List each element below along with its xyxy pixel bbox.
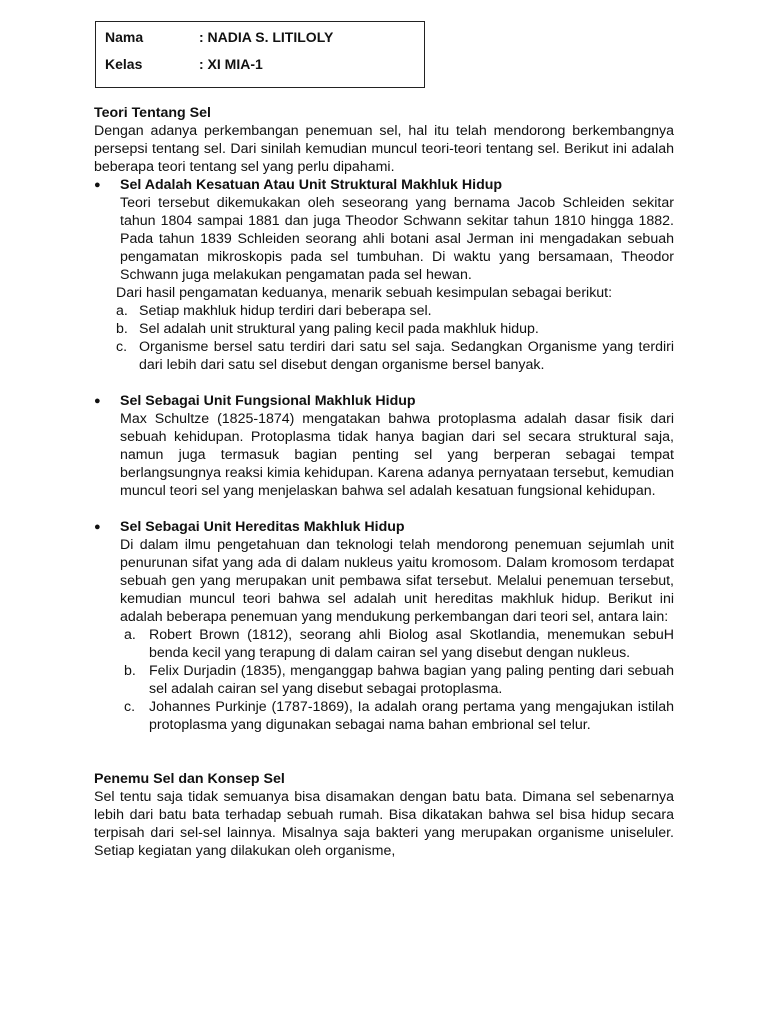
bullet-icon: ● <box>94 521 101 533</box>
section-intro-paragraph: Dengan adanya perkembangan penemuan sel, hal itu telah mendorong berkembangnya persepsi tentang sel. Dari sinilah kemudian muncul teori-teori tentang sel. Berikut ini adalah beberapa teori tentang sel yang perlu dipahami. <box>94 123 674 175</box>
list-item-text: Robert Brown (1812), seorang ahli Biolog asal Skotlandia, menemukan sebuH benda kecil yang terapung di dalam cairan sel yang disebut dengan nukleus. <box>149 627 674 661</box>
theory-heading: Sel Adalah Kesatuan Atau Unit Struktural Makhluk Hidup <box>120 177 503 193</box>
list-item <box>94 320 674 338</box>
class-value: : XI MIA-1 <box>199 56 263 72</box>
list-item-text: Sel adalah unit struktural yang paling kecil pada makhluk hidup. <box>139 321 539 337</box>
spacer <box>94 752 674 770</box>
list-item <box>94 626 674 662</box>
theory-item-hereditary <box>94 518 674 626</box>
bullet-icon: ● <box>94 179 101 191</box>
list-marker: b. <box>116 321 128 337</box>
list-item <box>94 662 674 698</box>
list-marker: c. <box>116 339 128 355</box>
list-marker: b. <box>124 663 136 679</box>
list-marker: a. <box>124 627 136 643</box>
student-identity-box <box>95 21 425 88</box>
theory-item-structural <box>94 176 674 284</box>
bullet-icon: ● <box>94 395 101 407</box>
theory-body: Max Schultze (1825-1874) mengatakan bahwa protoplasma adalah dasar fisik dari sebuah kehidupan. Protoplasma tidak hanya bagian dari sel secara struktural saja, namun juga termasuk bagian penting sel yang berperan sebagai tempat berlangsungnya reaksi kimia kehidupan. Karena adanya pernyataan tersebut, kemudian muncul teori sel yang menjelaskan bahwa sel adalah kesatuan fungsional kehidupan. <box>120 411 674 499</box>
theory-body: Di dalam ilmu pengetahuan dan teknologi telah mendorong penemuan sejumlah unit penurunan sifat yang ada di dalam nukleus yaitu kromosom. Dalam kromosom terdapat sebuah gen yang merupakan unit pembawa sifat tersebut. Melalui penemuan tersebut, kemudian muncul teori bahwa sel adalah unit hereditas makhluk hidup. Berikut ini adalah beberapa penemuan yang mendukung perkembangan dari teori sel, antara lain: <box>120 537 674 625</box>
list-item <box>94 338 674 374</box>
document-body <box>94 104 674 860</box>
list-marker: c. <box>124 699 136 715</box>
spacer <box>94 374 674 392</box>
spacer <box>94 734 674 752</box>
list-item-text: Setiap makhluk hidup terdiri dari beberapa sel. <box>139 303 432 319</box>
list-item-text: Johannes Purkinje (1787-1869), Ia adalah orang pertama yang mengajukan istilah protoplasma yang digunakan sebagai nama bahan embrional sel telur. <box>149 699 674 733</box>
name-value: : NADIA S. LITILOLY <box>199 29 334 45</box>
section-title-cell-discoverers: Penemu Sel dan Konsep Sel <box>94 771 285 787</box>
theory-body: Teori tersebut dikemukakan oleh seseorang yang bernama Jacob Schleiden sekitar tahun 1804 sampai 1881 dan juga Theodor Schwann sekitar tahun 1810 hingga 1882. Pada tahun 1839 Schleiden seorang ahli botani asal Jerman ini mengadakan sebuah pengamatan mikroskopis pada sel tumbuhan. Di waktu yang bersamaan, Theodor Schwann juga melakukan pengamatan pada sel hewan. <box>120 195 674 283</box>
class-row <box>105 55 263 73</box>
list-marker: a. <box>116 303 128 319</box>
theory-heading: Sel Sebagai Unit Hereditas Makhluk Hidup <box>120 519 405 535</box>
list-item-text: Organisme bersel satu terdiri dari satu sel saja. Sedangkan Organisme yang terdiri dari lebih dari satu sel disebut dengan organisme bersel banyak. <box>139 339 674 373</box>
name-label: Nama <box>105 29 144 45</box>
section-title-cell-theory: Teori Tentang Sel <box>94 105 211 121</box>
name-row <box>105 28 333 46</box>
conclusion-lead: Dari hasil pengamatan keduanya, menarik sebuah kesimpulan sebagai berikut: <box>116 285 613 301</box>
list-item <box>94 698 674 734</box>
list-item <box>94 302 674 320</box>
class-label: Kelas <box>105 56 143 72</box>
theory-item-functional <box>94 392 674 500</box>
list-item-text: Felix Durjadin (1835), menganggap bahwa bagian yang paling penting dari sebuah sel adalah cairan sel yang disebut sebagai protoplasma. <box>149 663 674 697</box>
theory-heading: Sel Sebagai Unit Fungsional Makhluk Hidup <box>120 393 416 409</box>
section-body-paragraph: Sel tentu saja tidak semuanya bisa disamakan dengan batu bata. Dimana sel sebenarnya lebih dari batu bata terhadap sebuah rumah. Bisa dikatakan bahwa sel bisa hidup secara terpisah dari sel-sel lainnya. Misalnya saja bakteri yang merupakan organisme uniseluler. Setiap kegiatan yang dilakukan oleh organisme, <box>94 789 674 859</box>
spacer <box>94 500 674 518</box>
